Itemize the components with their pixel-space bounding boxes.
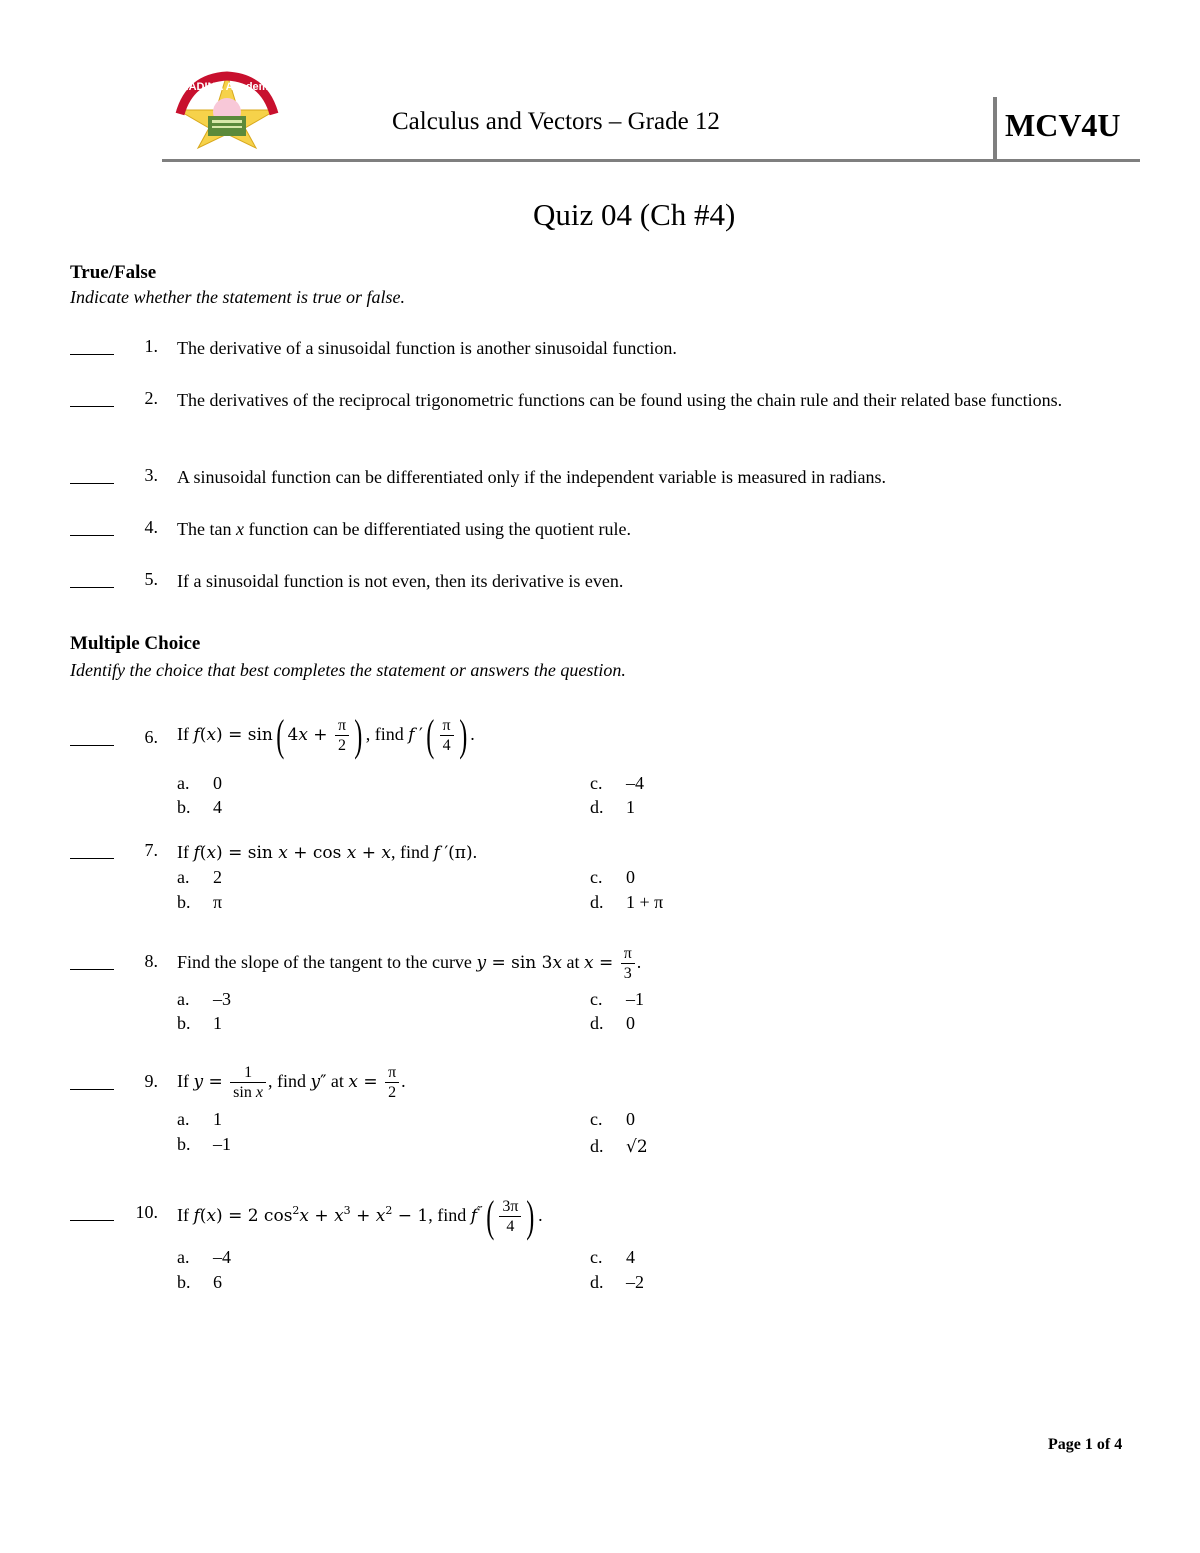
question-number: 1. — [144, 336, 158, 356]
option-b[interactable]: b. π — [177, 892, 223, 912]
multiple-choice-instruction: Identify the choice that best completes the statement or answers the question. — [70, 660, 626, 680]
option-b[interactable]: b. 6 — [177, 1272, 222, 1292]
option-c[interactable]: c. –4 — [590, 773, 644, 793]
question-10-text: If f(x) = 2 $\cos^2x + x^3 + x^2 - 1$, find f‴( $\frac{3\pi}{4}$ ) . — [177, 1191, 543, 1241]
answer-blank-1[interactable] — [70, 354, 114, 355]
option-b[interactable]: b. 1 — [177, 1013, 222, 1033]
question-6-text: If f(x) = sin( 4x + $\frac{\pi}{2}$ ) , find f ′( $\frac{\pi}{4}$ ) . — [177, 710, 475, 760]
option-a[interactable]: a. 1 — [177, 1109, 222, 1129]
logo-lettering: MADINA Academy — [179, 81, 275, 93]
answer-blank-5[interactable] — [70, 587, 114, 588]
question-7-text: If f(x) = sin x + cos x + x, find f ′(π). — [177, 842, 478, 863]
question-number: 10. — [135, 1202, 158, 1222]
question-text: The derivative of a sinusoidal function is another sinusoidal function. — [177, 338, 677, 358]
question-8-text: Find the slope of the tangent to the curve y = sin 3x at x = $\frac{\pi}{3}$ . — [177, 945, 642, 983]
option-c[interactable]: c. –1 — [590, 989, 644, 1009]
answer-blank-7[interactable] — [70, 858, 114, 859]
option-d[interactable]: d. 0 — [590, 1013, 635, 1033]
answer-blank-6[interactable] — [70, 745, 114, 746]
question-number: 6. — [144, 727, 158, 747]
option-a[interactable]: a. –4 — [177, 1247, 231, 1267]
question-text: A sinusoidal function can be differentiated only if the independent variable is measured in radians. — [177, 467, 886, 487]
true-false-heading: True/False — [70, 262, 157, 283]
question-number: 4. — [144, 517, 158, 537]
option-c[interactable]: c. 4 — [590, 1247, 635, 1267]
option-a[interactable]: a. –3 — [177, 989, 231, 1009]
question-number: 2. — [144, 388, 158, 408]
course-code: MCV4U — [1005, 107, 1121, 143]
quiz-title: Quiz 04 (Ch #4) — [533, 197, 736, 232]
answer-blank-10[interactable] — [70, 1220, 114, 1221]
question-9-text: If y = $\frac{1}{\text{sin x}}$ , find y″ at x = $\frac{\pi}{2}$ . — [177, 1064, 406, 1102]
option-b[interactable]: b. 4 — [177, 797, 222, 817]
question-text: If a sinusoidal function is not even, then its derivative is even. — [177, 571, 624, 591]
page-number: Page 1 of 4 — [1048, 1436, 1123, 1453]
question-number: 9. — [144, 1071, 158, 1091]
question-text: The derivatives of the reciprocal trigonometric functions can be found using the chain rule and their related base functions. — [177, 390, 1063, 410]
answer-blank-2[interactable] — [70, 406, 114, 407]
header-divider — [993, 97, 997, 160]
answer-blank-3[interactable] — [70, 483, 114, 484]
answer-blank-9[interactable] — [70, 1089, 114, 1090]
question-number: 8. — [144, 951, 158, 971]
option-c[interactable]: c. 0 — [590, 1109, 635, 1129]
option-b[interactable]: b. –1 — [177, 1134, 231, 1154]
answer-blank-4[interactable] — [70, 535, 114, 536]
multiple-choice-heading: Multiple Choice — [70, 633, 201, 654]
option-d[interactable]: d. 1 — [590, 797, 635, 817]
question-number: 7. — [144, 840, 158, 860]
option-d[interactable]: d. –2 — [590, 1272, 644, 1292]
option-d[interactable]: d. 1 + π — [590, 892, 664, 912]
question-number: 5. — [144, 569, 158, 589]
question-text: The tan x function can be differentiated using the quotient rule. — [177, 519, 632, 539]
option-c[interactable]: c. 0 — [590, 867, 635, 887]
answer-blank-8[interactable] — [70, 969, 114, 970]
course-title: Calculus and Vectors – Grade 12 — [392, 108, 720, 135]
true-false-instruction: Indicate whether the statement is true or false. — [70, 287, 405, 307]
option-d[interactable]: d. √2 — [590, 1136, 648, 1157]
header-rule — [162, 159, 1140, 162]
question-number: 3. — [144, 465, 158, 485]
option-a[interactable]: a. 0 — [177, 773, 222, 793]
madina-academy-logo — [170, 70, 284, 150]
option-a[interactable]: a. 2 — [177, 867, 222, 887]
